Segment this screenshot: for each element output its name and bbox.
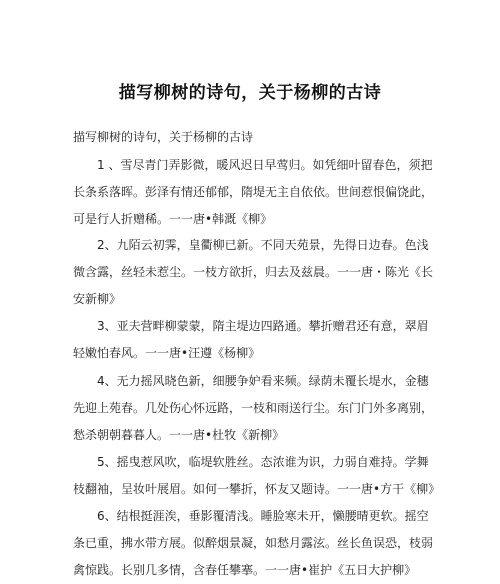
poem-line: 愁杀朝朝暮暮人。一一唐•杜牧《新柳》 xyxy=(73,428,285,442)
poem-line: 枝翻袖，呈妆叶展眉。如何一攀折，怀友又题诗。一一唐•方干《柳》 xyxy=(73,482,441,496)
poem-line: 4、无力摇风晓色新，细腰争妒看来频。绿荫未覆长堤水，金穗 xyxy=(97,374,429,388)
poem-line: 2、九陌云初霁，皇衢柳已新。不同天苑景，先得日边春。色浅 xyxy=(97,238,429,252)
poem-line: 3、亚夫营畔柳蒙蒙，隋主堤边四路通。攀折赠君还有意，翠眉 xyxy=(97,319,429,333)
poem-line: 6、结根挺涯涘，垂影覆清浅。睡脸寒未开，懒腰晴更软。摇空 xyxy=(97,509,429,523)
poem-line: 安新柳》 xyxy=(73,292,122,306)
poem-6 xyxy=(73,503,433,584)
poem-line: 可是行人折赠稀。一一唐•韩溉《柳》 xyxy=(73,212,273,226)
poem-line: 1 、雪尽青门弄影微，暖风迟日早莺归。如凭细叶留春色，须把 xyxy=(97,158,433,172)
poem-line: 条已重，拂水带方展。似醉烟景凝，如愁月露泫。丝长鱼误恐，枝弱 xyxy=(73,536,434,550)
poem-1 xyxy=(73,152,433,233)
document-subtitle: 描写柳树的诗句，关于杨柳的古诗 xyxy=(73,130,254,144)
poem-line: 禽惊践。长别几多情，含春任攀搴。一一唐•崔护《五日大护柳》 xyxy=(73,563,417,577)
poem-line: 轻嫩怕春风。一一唐•汪遵《杨柳》 xyxy=(73,346,261,360)
poem-line: 先迎上苑春。几处伤心怀远路，一枝和雨送行尘。东门门外多离别， xyxy=(73,401,434,415)
poem-5 xyxy=(73,449,441,503)
poem-2 xyxy=(73,232,433,313)
poem-3 xyxy=(73,313,433,367)
poem-line: 长条系落晖。彭泽有情还郁郁，隋堤无主自依依。世间惹恨偏饶此， xyxy=(73,185,434,199)
document-title: 描写柳树的诗句，关于杨柳的古诗 xyxy=(118,83,382,103)
poem-4 xyxy=(73,368,433,449)
poem-line: 微含露，丝轻未惹尘。一枝方欲折，归去及兹晨。一一唐・陈光《长 xyxy=(73,265,434,279)
poem-line: 5、摇曳惹风吹，临堤软胜丝。态浓谁为识，力弱自难持。学舞 xyxy=(97,455,429,469)
